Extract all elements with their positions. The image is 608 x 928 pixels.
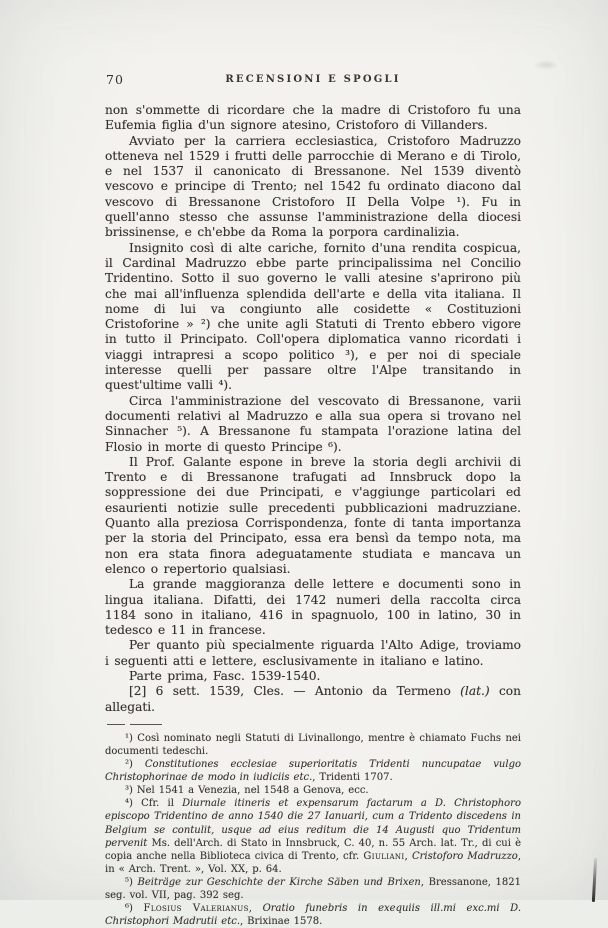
text-segment: ¹) Così nominato negli Statuti di Livinallongo, mentre è chiamato Fuchs nei documenti tedeschi. [105, 732, 521, 757]
body-paragraph-9 [105, 684, 521, 715]
body-paragraph-7 [105, 638, 521, 669]
text-segment: Beiträge zur Geschichte der Kirche Säben und Brixen [137, 876, 421, 888]
body-paragraph-3 [105, 241, 521, 394]
footnotes [105, 732, 521, 928]
body-paragraph-5 [105, 455, 521, 577]
footnote-2 [105, 758, 521, 784]
text-segment: (lat.) [460, 684, 490, 699]
scan-smudge [533, 60, 559, 70]
footnote-5 [105, 876, 521, 902]
text-segment: Circa l'amministrazione del vescovato di Bressanone, varii documenti relativi al Madruzzo e alla sua opera si trovano nel Sinnacher ⁵). A Bressanone fu stampata l'orazione latina del Flosio in morte di questo Principe ⁶). [105, 393, 521, 454]
body-text [105, 103, 521, 715]
body-paragraph-4 [105, 394, 521, 455]
text-segment: Ms. dell'Arch. di Stato in Innsbruck, C. 40, n. 55 Arch. lat. Tr., di cui è copia anche nella Biblioteca civica di Trento, cfr. [105, 837, 521, 862]
text-segment: , Brixinae 1578. [240, 916, 323, 928]
text-segment: Constitutiones ecclesiae superioritatis Tridenti nuncupatae vulgo Christophorinae de modo in iudiciis etc. [105, 759, 521, 784]
text-segment: Il Prof. Galante espone in breve la storia degli archivii di Trento e di Bressanone trafugati ad Innsbruck dopo la soppressione dei due Principati, e v'aggiunge particolari ed esaurienti notizie sulle precedenti pubblicazioni madruzziane. Quanto alla preziosa Corrispondenza, fonte di tanta importanza per la storia del Principato, essa era bensì da tempo nota, ma non era stata finora adeguatamente studiata e mancava un elenco o repertorio qualsiasi. [105, 454, 521, 576]
separator-dash [130, 724, 162, 725]
text-segment: [2] 6 sett. 1539, Cles. — Antonio da Termeno [129, 684, 461, 699]
text-segment: , [248, 903, 263, 915]
page-number: 70 [106, 72, 124, 87]
body-paragraph-1 [105, 103, 521, 134]
footnote-3 [105, 784, 521, 797]
text-segment: ⁶) [125, 903, 144, 915]
text-segment: Diurnale itineris et expensarum factarum a D. Christophoro episcopo Tridentino de anno 1540 die 27 Ianuarii, cum a Tridento discedens in Belgium se contulit, usque ad eius reditum die 14 Augusti quo Tridentum pervenit [105, 798, 521, 849]
body-paragraph-6 [105, 577, 521, 638]
text-segment: ²) [125, 759, 145, 771]
footnote-6 [105, 902, 521, 928]
text-segment: , Bressanone, 1821 seg. vol. VII, pag. 392 seg. [105, 876, 521, 901]
text-segment: La grande maggioranza delle lettere e documenti sono in lingua italiana. Difatti, dei 1742 numeri della raccolta circa 1184 sono in italiano, 416 in spagnuolo, 100 in latino, 30 in tedesco e 11 in francese. [105, 577, 521, 638]
text-segment: ³) Nel 1541 a Venezia, nel 1548 a Genova, ecc. [125, 785, 369, 797]
body-paragraph-2 [105, 134, 521, 241]
text-segment: Insignito così di alte cariche, fornito d'una rendita cospicua, il Cardinal Madruzzo ebbe parte principalissima nel Concilio Tridentino. Sotto il suo governo le valli atesine s'aprirono più che mai all'influenza splendida dell'arte e della vita italiana. Il nome di lui va congiunto alle cosidette « Costituzioni Cristoforine » ²) che unite agli Statuti di Trento ebbero vigore in tutto il Principato. Coll'opera diplomatica vanno ricordati i viaggi intrapresi a scopo politico ³), e per noi di speciale interesse quelli per passare oltre l'Alpe transitando in quest'ultime valli ⁴). [105, 240, 521, 393]
footnote-separator [107, 724, 521, 725]
page-content [105, 72, 521, 928]
text-segment: , [404, 850, 412, 862]
running-title: RECENSIONI E SPOGLI [225, 74, 401, 85]
text-segment: ⁵) [125, 876, 138, 888]
text-segment: non s'ommette di ricordare che la madre di Cristoforo fu una Eufemia figlia d'un signore atesino, Cristoforo di Villanders. [105, 103, 521, 133]
footnote-1 [105, 732, 521, 758]
text-segment: Parte prima, Fasc. 1539-1540. [129, 668, 321, 683]
text-segment: Flosius Valerianus [143, 903, 249, 915]
text-segment: Cristoforo Madruzzo [411, 850, 518, 862]
text-segment: Per quanto più specialmente riguarda l'Alto Adige, troviamo i seguenti atti e lettere, esclusivamente in italiano e latino. [105, 638, 521, 668]
text-segment: Oratio funebris in exequiis ill.mi exc.mi D. Christophori Madrutii etc. [105, 903, 521, 928]
footnote-4 [105, 797, 521, 876]
text-segment: , Tridenti 1707. [312, 772, 393, 784]
page-header [105, 72, 521, 88]
text-segment: Avviato per la carriera ecclesiastica, Cristoforo Madruzzo otteneva nel 1529 i frutti delle parrocchie di Merano e di Tirolo, e nel 1537 il canonicato di Bressanone. Nel 1539 diventò vescovo e principe di Trento; nel 1542 fu ordinato diacono dal vescovo di Bressanone Cristoforo II Della Volpe ¹). Fu in quell'anno stesso che assunse l'amministrazione della diocesi brissinense, e ch'ebbe da Roma la porpora cardinalizia. [105, 133, 521, 240]
text-segment: , in « Arch. Trent. », Vol. XX, p. 64. [105, 850, 522, 875]
text-segment: con allegati. [105, 684, 521, 714]
text-segment: Giuliani [363, 850, 405, 862]
separator-dash [107, 724, 125, 725]
body-paragraph-8 [105, 669, 521, 684]
text-segment: ⁴) Cfr. il [125, 798, 183, 810]
